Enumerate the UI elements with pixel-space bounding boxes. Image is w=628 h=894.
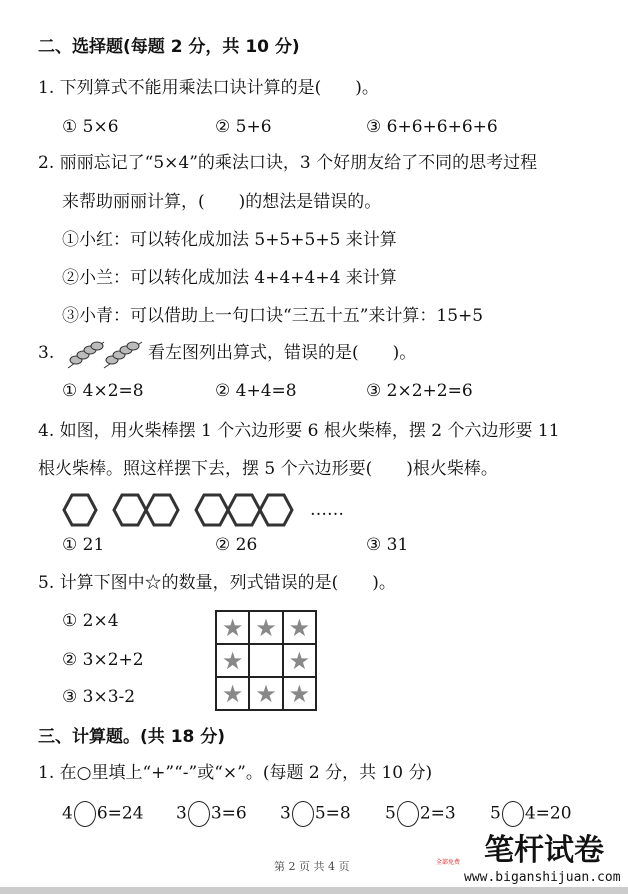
question-4-line2: 根火柴棒。照这样摆下去，摆 5 个六边形要( )根火柴棒。 bbox=[38, 459, 498, 479]
option: ① 4×2=8 bbox=[62, 381, 144, 401]
answer-circle[interactable] bbox=[502, 801, 524, 827]
equation bbox=[62, 801, 144, 827]
brand-url: www.biganshijuan.com bbox=[464, 870, 621, 885]
equation bbox=[385, 801, 456, 827]
question-3: 看左图列出算式，错误的是( )。 bbox=[148, 343, 417, 363]
operand: 3=6 bbox=[210, 803, 247, 824]
option: ② 4+4=8 bbox=[215, 381, 297, 401]
answer-circle[interactable] bbox=[292, 801, 314, 827]
section-title: 三、计算题。(共 18 分) bbox=[38, 727, 226, 747]
option: ③小青：可以借助上一句口诀“三五十五”来计算：15+5 bbox=[62, 306, 484, 326]
operand: 4=20 bbox=[524, 803, 572, 824]
star-cell: ★ bbox=[216, 644, 249, 677]
star-cell: ★ bbox=[249, 611, 282, 644]
star-cell: ★ bbox=[283, 677, 316, 710]
option: ① 5×6 bbox=[62, 117, 119, 137]
option: ①小红：可以转化成加法 5+5+5+5 来计算 bbox=[62, 230, 397, 250]
option: ③ 2×2+2=6 bbox=[366, 381, 473, 401]
option: ③ 31 bbox=[366, 535, 409, 555]
hexagon-figures bbox=[60, 492, 310, 528]
star-cell: ★ bbox=[216, 677, 249, 710]
section-title: 二、选择题(每题 2 分，共 10 分) bbox=[38, 37, 300, 57]
option: ① 2×4 bbox=[62, 611, 119, 631]
question-1: 1. 下列算式不能用乘法口诀计算的是( )。 bbox=[38, 78, 379, 98]
brand-logo: 笔杆试卷 bbox=[484, 833, 604, 868]
star-cell: ★ bbox=[283, 611, 316, 644]
answer-circle[interactable] bbox=[397, 801, 419, 827]
brand-tag: 全部免费 bbox=[436, 859, 461, 866]
operand: 3 bbox=[176, 803, 187, 824]
equation bbox=[490, 801, 572, 827]
answer-circle[interactable] bbox=[74, 801, 96, 827]
option: ③ 6+6+6+6+6 bbox=[366, 117, 498, 137]
operand: 5=8 bbox=[314, 803, 351, 824]
operand: 4 bbox=[62, 803, 73, 824]
option: ② 5+6 bbox=[215, 117, 272, 137]
ellipsis: …… bbox=[310, 500, 344, 520]
operand: 6=24 bbox=[96, 803, 144, 824]
equation bbox=[280, 801, 351, 827]
page-number: 第 2 页 共 4 页 bbox=[274, 860, 350, 873]
option: ③ 3×3-2 bbox=[62, 687, 136, 707]
operand: 5 bbox=[385, 803, 396, 824]
star-cell: ★ bbox=[283, 644, 316, 677]
question-3-number: 3. bbox=[38, 343, 55, 363]
operand: 5 bbox=[490, 803, 501, 824]
skewers-image bbox=[66, 338, 146, 370]
equation bbox=[176, 801, 247, 827]
question-4: 4. 如图，用火柴棒摆 1 个六边形要 6 根火柴棒，摆 2 个六边形要 11 bbox=[38, 421, 560, 441]
operand: 3 bbox=[280, 803, 291, 824]
operand: 2=3 bbox=[419, 803, 456, 824]
star-cell: ★ bbox=[249, 677, 282, 710]
option: ②小兰：可以转化成加法 4+4+4+4 来计算 bbox=[62, 268, 397, 288]
empty-cell bbox=[249, 644, 282, 677]
option: ① 21 bbox=[62, 535, 105, 555]
calc-question-1: 1. 在○里填上“+”“-”或“×”。(每题 2 分，共 10 分) bbox=[38, 763, 433, 783]
page-bottom-border bbox=[0, 887, 628, 894]
answer-circle[interactable] bbox=[188, 801, 210, 827]
option: ② 26 bbox=[215, 535, 258, 555]
question-5: 5. 计算下图中☆的数量，列式错误的是( )。 bbox=[38, 573, 396, 593]
question-2: 2. 丽丽忘记了“5×4”的乘法口诀，3 个好朋友给了不同的思考过程 bbox=[38, 153, 538, 173]
question-2-line2: 来帮助丽丽计算，( )的想法是错误的。 bbox=[62, 192, 382, 212]
option: ② 3×2+2 bbox=[62, 650, 144, 670]
star-cell: ★ bbox=[216, 611, 249, 644]
star-grid bbox=[215, 610, 317, 711]
